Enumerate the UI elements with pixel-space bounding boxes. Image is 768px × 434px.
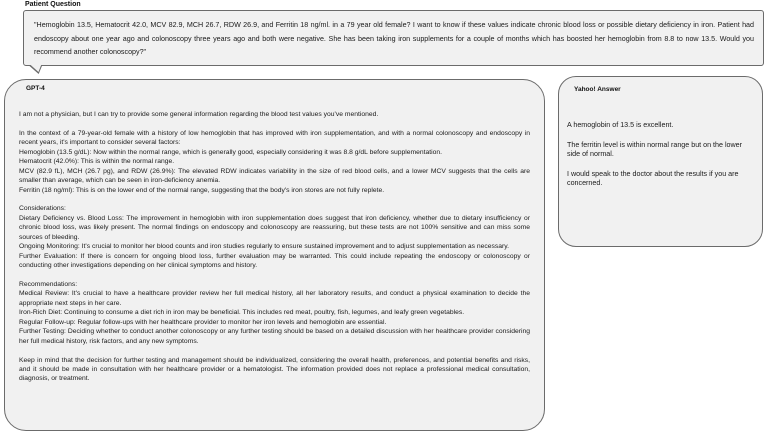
gpt4-ongoing: Ongoing Monitoring: It's crucial to monitor her blood counts and iron studies regularly to ensure sustained improvement and to adjust supplementation as necessary. xyxy=(19,243,510,251)
gpt4-recommendations xyxy=(19,280,530,346)
gpt4-factors xyxy=(19,129,530,195)
gpt4-hemoglobin: Hemoglobin (13.5 g/dL): Now within the normal range, which is generally good, especially considering it was 8.8 g/dL before supplementation. xyxy=(19,148,442,156)
question-text: "Hemoglobin 13.5, Hematocrit 42.0, MCV 82.9, MCH 26.7, RDW 26.9, and Ferritin 18 ng/ml. in a 79 year old female? I want to know if these values indicate chronic blood loss or possible dietary deficiency in iron. Patient had endoscopy about one year ago and colonoscopy three years ago and both were negative. She has been taking iron supplements for a couple of months which has boosted her hemoglobin from 8.8 to now 13.5. Would you recommend another colonoscopy?" xyxy=(34,21,754,56)
gpt4-indices: MCV (82.9 fL), MCH (26.7 pg), and RDW (26.9%): The elevated RDW indicates variability in the size of red blood cells, and a lower MCV suggests that the cells are smaller than average, which can be seen in iron-deficiency anemia. xyxy=(19,167,530,185)
gpt4-context: In the context of a 79-year-old female with a history of low hemoglobin that has improved with iron supplementation, and with a normal colonoscopy and endoscopy in recent years, it's important to consider several factors: xyxy=(19,129,530,147)
gpt4-hematocrit: Hematocrit (42.0%): This is within the normal range. xyxy=(19,158,175,166)
gpt4-followup: Regular Follow-up: Regular follow-ups with her healthcare provider to monitor her iron levels and hemoglobin are essential. xyxy=(19,318,387,326)
yahoo-line-3: I would speak to the doctor about the results if you are concerned. xyxy=(567,169,739,188)
yahoo-line-1: A hemoglobin of 13.5 is excellent. xyxy=(567,121,674,129)
question-bubble xyxy=(23,10,764,66)
gpt4-medical-review: Medical Review: It's crucial to have a healthcare provider review her full medical history, all her laboratory results, and conduct a physical examination to decide the appropriate next steps in her care. xyxy=(19,290,530,307)
gpt4-answer-bubble xyxy=(4,79,545,431)
gpt4-further-eval: Further Evaluation: If there is concern for ongoing blood loss, further evaluation may be warranted. This could include repeating the endoscopy or colonoscopy or conducting other investigations depending on her clinical symptoms and history. xyxy=(19,252,530,270)
question-heading: Patient Question xyxy=(25,1,81,8)
gpt4-intro: I am not a physician, but I can try to provide some general information regarding the blood test values you've mentioned. xyxy=(19,111,379,118)
gpt4-further-testing: Further Testing: Deciding whether to conduct another colonoscopy or any further testing should be based on a detailed discussion with her healthcare provider considering her full medical history, risk factors, and any new symptoms. xyxy=(19,328,530,345)
yahoo-line-2: The ferritin level is within normal range but on the lower side of normal. xyxy=(567,140,743,159)
gpt4-iron-diet: Iron-Rich Diet: Continuing to consume a diet rich in iron may be beneficial. This includes red meat, poultry, fish, legumes, and leafy green vegetables. xyxy=(19,309,465,317)
question-bubble-tail-fill xyxy=(30,64,45,72)
gpt4-recommendations-heading: Recommendations: xyxy=(19,280,78,288)
yahoo-answer-bubble xyxy=(558,76,763,247)
gpt4-considerations-heading: Considerations: xyxy=(19,205,66,213)
gpt4-ferritin: Ferritin (18 ng/ml): This is on the lower end of the normal range, suggesting that the body's iron stores are not fully replete. xyxy=(19,186,385,194)
gpt4-closing: Keep in mind that the decision for further testing and management should be individualized, considering the overall health, preferences, and potential benefits and risks, and it should be made in consultation with her healthcare provider or a hematologist. The information provided does not replace a professional medical consultation, diagnosis, or treatment. xyxy=(19,356,530,383)
gpt4-dietary: Dietary Deficiency vs. Blood Loss: The improvement in hemoglobin with iron supplementation does suggest that iron deficiency, whether due to dietary insufficiency or chronic blood loss, was likely present. The normal findings on endoscopy and colonoscopy are reassuring, but these tests are not 100% sensitive and can miss some sources of bleeding. xyxy=(19,214,530,241)
gpt4-considerations xyxy=(19,204,530,270)
gpt4-heading: GPT-4 xyxy=(26,85,45,92)
yahoo-heading: Yahoo! Answer xyxy=(574,86,621,93)
